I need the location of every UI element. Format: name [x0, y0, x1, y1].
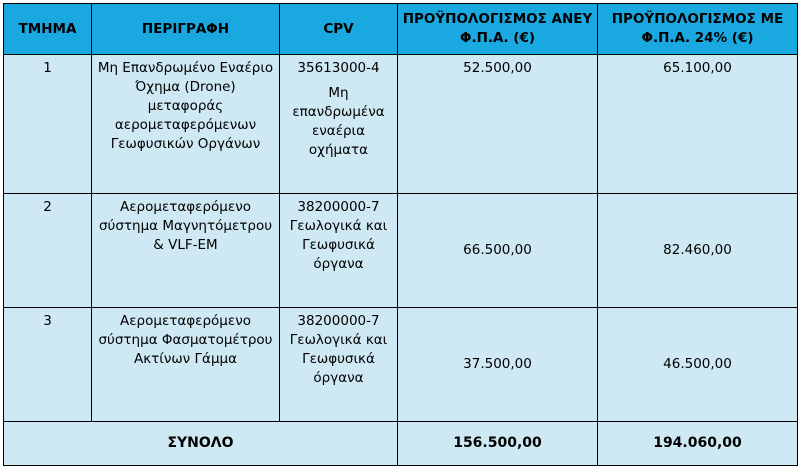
budget-table	[3, 3, 798, 466]
table-row	[4, 55, 798, 194]
table-row	[4, 308, 798, 422]
cpv-description: Γεωλογικά και Γεωφυσικά όργανα	[289, 332, 388, 386]
cpv-cell	[280, 194, 398, 308]
header-section: ΤΜΗΜΑ	[4, 4, 92, 55]
cpv-cell	[280, 308, 398, 422]
section-cell: 2	[4, 194, 92, 308]
header-cpv: CPV	[280, 4, 398, 55]
budget-no-vat-cell: 66.500,00	[398, 194, 598, 308]
section-cell: 1	[4, 55, 92, 194]
total-label: ΣΥΝΟΛΟ	[4, 422, 398, 466]
budget-with-vat-cell: 46.500,00	[598, 308, 798, 422]
description-cell: Αερομεταφερόμενο σύστημα Φασματομέτρου Ακτίνων Γάμμα	[92, 308, 280, 422]
cpv-code: 38200000-7	[297, 199, 380, 215]
description-cell: Αερομεταφερόμενο σύστημα Μαγνητόμετρου & VLF-EM	[92, 194, 280, 308]
budget-table-container	[3, 3, 797, 466]
budget-no-vat-cell: 37.500,00	[398, 308, 598, 422]
budget-with-vat-cell: 65.100,00	[598, 55, 798, 194]
header-budget-no-vat: ΠΡΟΫΠΟΛΟΓΙΣΜΟΣ ΑΝΕΥ Φ.Π.Α. (€)	[398, 4, 598, 55]
cpv-description: Μη επανδρωμένα εναέρια οχήματα	[292, 85, 385, 158]
section-cell: 3	[4, 308, 92, 422]
budget-with-vat-cell: 82.460,00	[598, 194, 798, 308]
cpv-description: Γεωλογικά και Γεωφυσικά όργανα	[289, 218, 388, 272]
cpv-cell	[280, 55, 398, 194]
cpv-code: 38200000-7	[297, 313, 380, 329]
budget-no-vat-cell: 52.500,00	[398, 55, 598, 194]
table-row	[4, 194, 798, 308]
total-budget-no-vat: 156.500,00	[398, 422, 598, 466]
total-row	[4, 422, 798, 466]
total-budget-with-vat: 194.060,00	[598, 422, 798, 466]
header-budget-with-vat: ΠΡΟΫΠΟΛΟΓΙΣΜΟΣ ΜΕ Φ.Π.Α. 24% (€)	[598, 4, 798, 55]
description-cell: Μη Επανδρωμένο Εναέριο Όχημα (Drone) μεταφοράς αερομεταφερόμενων Γεωφυσικών Οργάνων	[92, 55, 280, 194]
header-row	[4, 4, 798, 55]
header-description: ΠΕΡΙΓΡΑΦΗ	[92, 4, 280, 55]
cpv-code: 35613000-4	[297, 60, 380, 76]
